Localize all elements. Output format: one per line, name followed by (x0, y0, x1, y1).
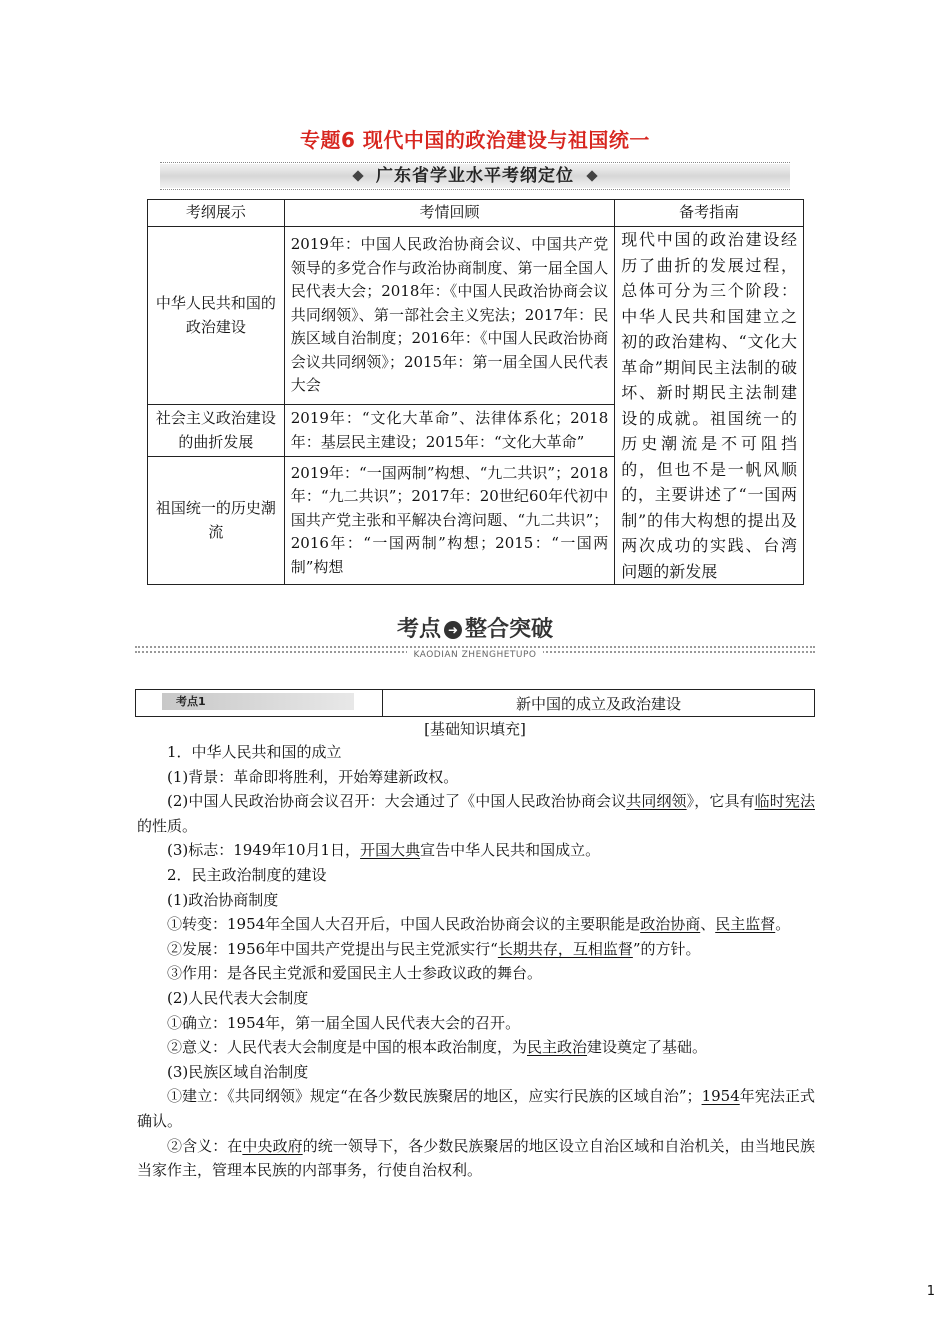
section-banner-right: 整合突破 (465, 617, 554, 642)
section-banner-left: 考点 (396, 617, 441, 642)
section-heading: 1．中华人民共和国的成立 (167, 743, 342, 761)
section-banner-pinyin: KAODIAN ZHENGHETUPO (407, 650, 542, 660)
review-cell: 2019年：“文化大革命”、法律体系化；2018年：基层民主建设；2015年：“文化大革命” (284, 405, 614, 457)
fill-answer: 临时宪法 (754, 792, 815, 811)
topic-cell: 祖国统一的历史潮流 (148, 457, 285, 585)
table-header-row (148, 200, 804, 227)
paragraph: (2)中国人民政治协商会议召开：大会通过了《中国人民政治协商会议共同纲领》，它具有临时宪法的性质。 (137, 792, 815, 835)
point-title: 新中国的成立及政治建设 (383, 690, 815, 717)
paragraph: ③作用：是各民主党派和爱国民主人士参政议政的舞台。 (167, 964, 543, 983)
section-banner (135, 610, 815, 658)
sub-heading: [基础知识填充] (424, 720, 526, 738)
fill-answer: 开国大典 (360, 841, 421, 860)
review-cell: 2019年：“一国两制”构想、“九二共识”；2018年：“九二共识”；2017年：20世纪60年代初中国共产党主张和平解决台湾问题、“九二共识”；2016年：“一国两制”构想；2015：“一国两制”构想 (284, 457, 614, 585)
paragraph: (3)标志：1949年10月1日，开国大典宣告中华人民共和国成立。 (167, 841, 601, 860)
paragraph: ②含义：在中央政府的统一领导下，各少数民族聚居的地区设立自治区域和自治机关，由当地民族当家作主，管理本民族的内部事务，行使自治权利。 (137, 1136, 815, 1180)
topic-cell: 中华人民共和国的政治建设 (148, 227, 285, 405)
fill-answer: 民主政治 (527, 1038, 588, 1057)
fill-answer: 政治协商 (640, 915, 701, 934)
table-row (148, 227, 804, 405)
fill-answer: 1954 (701, 1087, 740, 1106)
paragraph: (1)政治协商制度 (167, 890, 279, 909)
body-text (137, 740, 815, 1183)
paragraph: (1)背景：革命即将胜利，开始筹建新政权。 (167, 767, 459, 786)
paragraph: ②发展：1956年中国共产党提出与民主党派实行“长期共存，互相监督”的方针。 (167, 939, 701, 958)
paragraph: ②意义：人民代表大会制度是中国的根本政治制度，为民主政治建设奠定了基础。 (167, 1038, 708, 1057)
fill-answer: 长期共存，互相监督 (497, 939, 633, 958)
page-number: 1 (926, 1284, 935, 1299)
fill-answer: 民主监督 (715, 915, 776, 934)
point-tag: 考点1 (162, 693, 354, 710)
guide-cell: 现代中国的政治建设经历了曲折的发展过程，总体可分为三个阶段：中华人民共和国建立之初的政治建构、“文化大革命”期间民主法制的破坏、新时期民主法制建设的成就。祖国统一的历史潮流是不可阻挡的，但也不是一帆风顺的，主要讲述了“一国两制”的伟大构想的提出及两次成功的实践、台湾问题的新发展 (615, 227, 804, 585)
table-header: 考纲展示 (148, 200, 285, 227)
paragraph: (2)人民代表大会制度 (167, 988, 309, 1007)
topic-cell: 社会主义政治建设的曲折发展 (148, 405, 285, 457)
paragraph: ①转变：1954年全国人大召开后，中国人民政治协商会议的主要职能是政治协商、民主监督。 (167, 915, 791, 934)
paragraph: ①建立：《共同纲领》规定“在各少数民族聚居的地区，应实行民族的区域自治”；1954年宪法正式确认。 (137, 1087, 815, 1130)
syllabus-banner (160, 160, 790, 192)
banner-label: 广东省学业水平考纲定位 (376, 166, 574, 186)
paragraph: ①确立：1954年，第一届全国人民代表大会的召开。 (167, 1013, 521, 1032)
diamond-icon (586, 170, 597, 181)
table-header: 考情回顾 (284, 200, 614, 227)
fill-answer: 共同纲领 (626, 792, 687, 811)
paragraph: (3)民族区域自治制度 (167, 1062, 309, 1081)
page-title: 专题6 现代中国的政治建设与祖国统一 (300, 128, 650, 152)
section-heading: 2．民主政治制度的建设 (167, 865, 327, 884)
diamond-icon (352, 170, 363, 181)
review-cell: 2019年：中国人民政治协商会议、中国共产党领导的多党合作与政治协商制度、第一届全国人民代表大会；2018年：《中国人民政治协商会议共同纲领》、第一部社会主义宪法；2017年：民族区域自治制度；2016年：《中国人民政治协商会议共同纲领》；2015年：第一届全国人民代表大会 (284, 227, 614, 405)
fill-answer: 中央政府 (242, 1136, 303, 1155)
table-header: 备考指南 (615, 200, 804, 227)
syllabus-table (147, 199, 804, 585)
arrow-right-icon: ➜ (444, 621, 462, 639)
point-header-table (135, 689, 815, 717)
